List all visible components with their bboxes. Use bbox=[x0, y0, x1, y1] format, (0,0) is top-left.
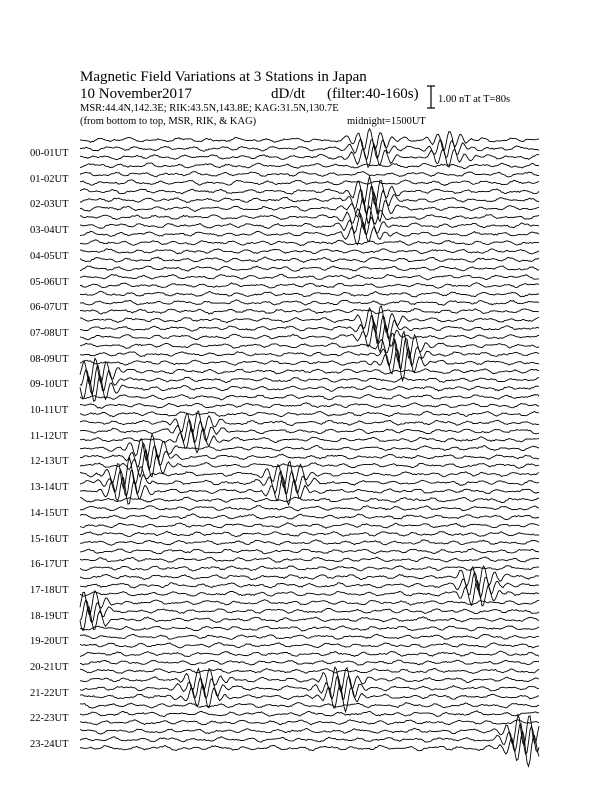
traces bbox=[80, 129, 539, 767]
hour-label: 00-01UT bbox=[30, 148, 69, 159]
trace-msr-hour-18 bbox=[80, 607, 539, 631]
trace-rik-hour-10 bbox=[80, 403, 539, 409]
trace-rik-hour-19 bbox=[80, 634, 539, 639]
trace-kag-hour-15 bbox=[80, 523, 539, 528]
component-label: dD/dt bbox=[271, 86, 306, 102]
trace-rik-hour-22 bbox=[80, 711, 539, 717]
trace-kag-hour-0 bbox=[80, 129, 539, 151]
hour-label: 07-08UT bbox=[30, 327, 69, 339]
hour-label: 20-21UT bbox=[30, 662, 69, 673]
trace-rik-hour-8 bbox=[80, 338, 539, 369]
trace-kag-hour-19 bbox=[80, 626, 539, 631]
filter-label: (filter:40-160s) bbox=[327, 86, 419, 102]
stations-info: MSR:44.4N,142.3E; RIK:43.5N,143.8E; KAG:31.5N,130.7E bbox=[80, 103, 339, 114]
trace-msr-hour-19 bbox=[80, 643, 539, 648]
trace-msr-hour-10 bbox=[80, 411, 539, 416]
hour-label: 11-12UT bbox=[30, 430, 69, 442]
trace-msr-hour-22 bbox=[80, 720, 539, 725]
trace-msr-hour-20 bbox=[80, 669, 539, 674]
trace-msr-hour-14 bbox=[80, 514, 539, 520]
trace-kag-hour-20 bbox=[80, 651, 539, 657]
hour-label: 03-04UT bbox=[30, 225, 69, 237]
hour-label: 15-16UT bbox=[30, 533, 69, 545]
scale-bar bbox=[427, 86, 435, 108]
hour-label: 10-11UT bbox=[30, 405, 69, 416]
trace-rik-hour-1 bbox=[80, 172, 539, 177]
hour-label: 05-06UT bbox=[30, 276, 69, 288]
trace-kag-hour-22 bbox=[80, 703, 539, 708]
trace-msr-hour-15 bbox=[80, 540, 539, 545]
trace-kag-hour-6 bbox=[80, 291, 539, 297]
trace-kag-hour-2 bbox=[80, 177, 539, 206]
hour-label: 23-24UT bbox=[30, 739, 69, 751]
trace-msr-hour-23 bbox=[80, 731, 539, 767]
hour-label: 08-09UT bbox=[30, 353, 69, 365]
trace-msr-hour-16 bbox=[80, 566, 539, 571]
hour-label: 14-15UT bbox=[30, 507, 69, 519]
trace-kag-hour-16 bbox=[80, 549, 539, 554]
trace-kag-hour-4 bbox=[80, 240, 539, 246]
hour-label: 01-02UT bbox=[30, 173, 69, 185]
hour-label: 13-14UT bbox=[30, 482, 69, 494]
scale-label: 1.00 nT at T=80s bbox=[438, 94, 511, 105]
trace-msr-hour-8 bbox=[80, 348, 539, 381]
hour-label: 09-10UT bbox=[30, 379, 69, 391]
trace-kag-hour-1 bbox=[80, 163, 539, 169]
trace-rik-hour-15 bbox=[80, 531, 539, 537]
hour-label: 04-05UT bbox=[30, 250, 69, 262]
hour-label: 12-13UT bbox=[30, 456, 69, 468]
order-info: (from bottom to top, MSR, RIK, & KAG) bbox=[80, 116, 257, 127]
chart-date: 10 November2017 bbox=[80, 86, 193, 102]
trace-rik-hour-6 bbox=[80, 300, 539, 305]
trace-rik-hour-16 bbox=[80, 557, 539, 562]
hour-label: 06-07UT bbox=[30, 302, 69, 314]
hour-label: 21-22UT bbox=[30, 687, 69, 699]
trace-rik-hour-4 bbox=[80, 249, 539, 254]
hour-label: 17-18UT bbox=[30, 584, 69, 596]
trace-msr-hour-7 bbox=[80, 322, 539, 352]
trace-msr-hour-1 bbox=[80, 180, 539, 186]
trace-rik-hour-14 bbox=[80, 506, 539, 511]
hour-label: 02-03UT bbox=[30, 199, 69, 211]
trace-rik-hour-23 bbox=[80, 724, 539, 754]
trace-kag-hour-10 bbox=[80, 394, 539, 400]
chart-title: Magnetic Field Variations at 3 Stations in Japan bbox=[80, 69, 367, 85]
trace-msr-hour-6 bbox=[80, 309, 539, 315]
trace-kag-hour-5 bbox=[80, 266, 539, 271]
trace-rik-hour-20 bbox=[80, 660, 539, 665]
trace-kag-hour-23 bbox=[80, 715, 539, 745]
trace-msr-hour-4 bbox=[80, 257, 539, 263]
hour-label: 22-23UT bbox=[30, 713, 69, 725]
midnight-info: midnight=1500UT bbox=[347, 116, 426, 127]
hour-label: 19-20UT bbox=[30, 636, 69, 648]
hour-label: 16-17UT bbox=[30, 559, 69, 571]
hour-label: 18-19UT bbox=[30, 610, 69, 622]
trace-rik-hour-5 bbox=[80, 274, 539, 280]
trace-kag-hour-14 bbox=[80, 497, 539, 503]
trace-msr-hour-3 bbox=[80, 223, 539, 245]
trace-msr-hour-5 bbox=[80, 283, 539, 289]
